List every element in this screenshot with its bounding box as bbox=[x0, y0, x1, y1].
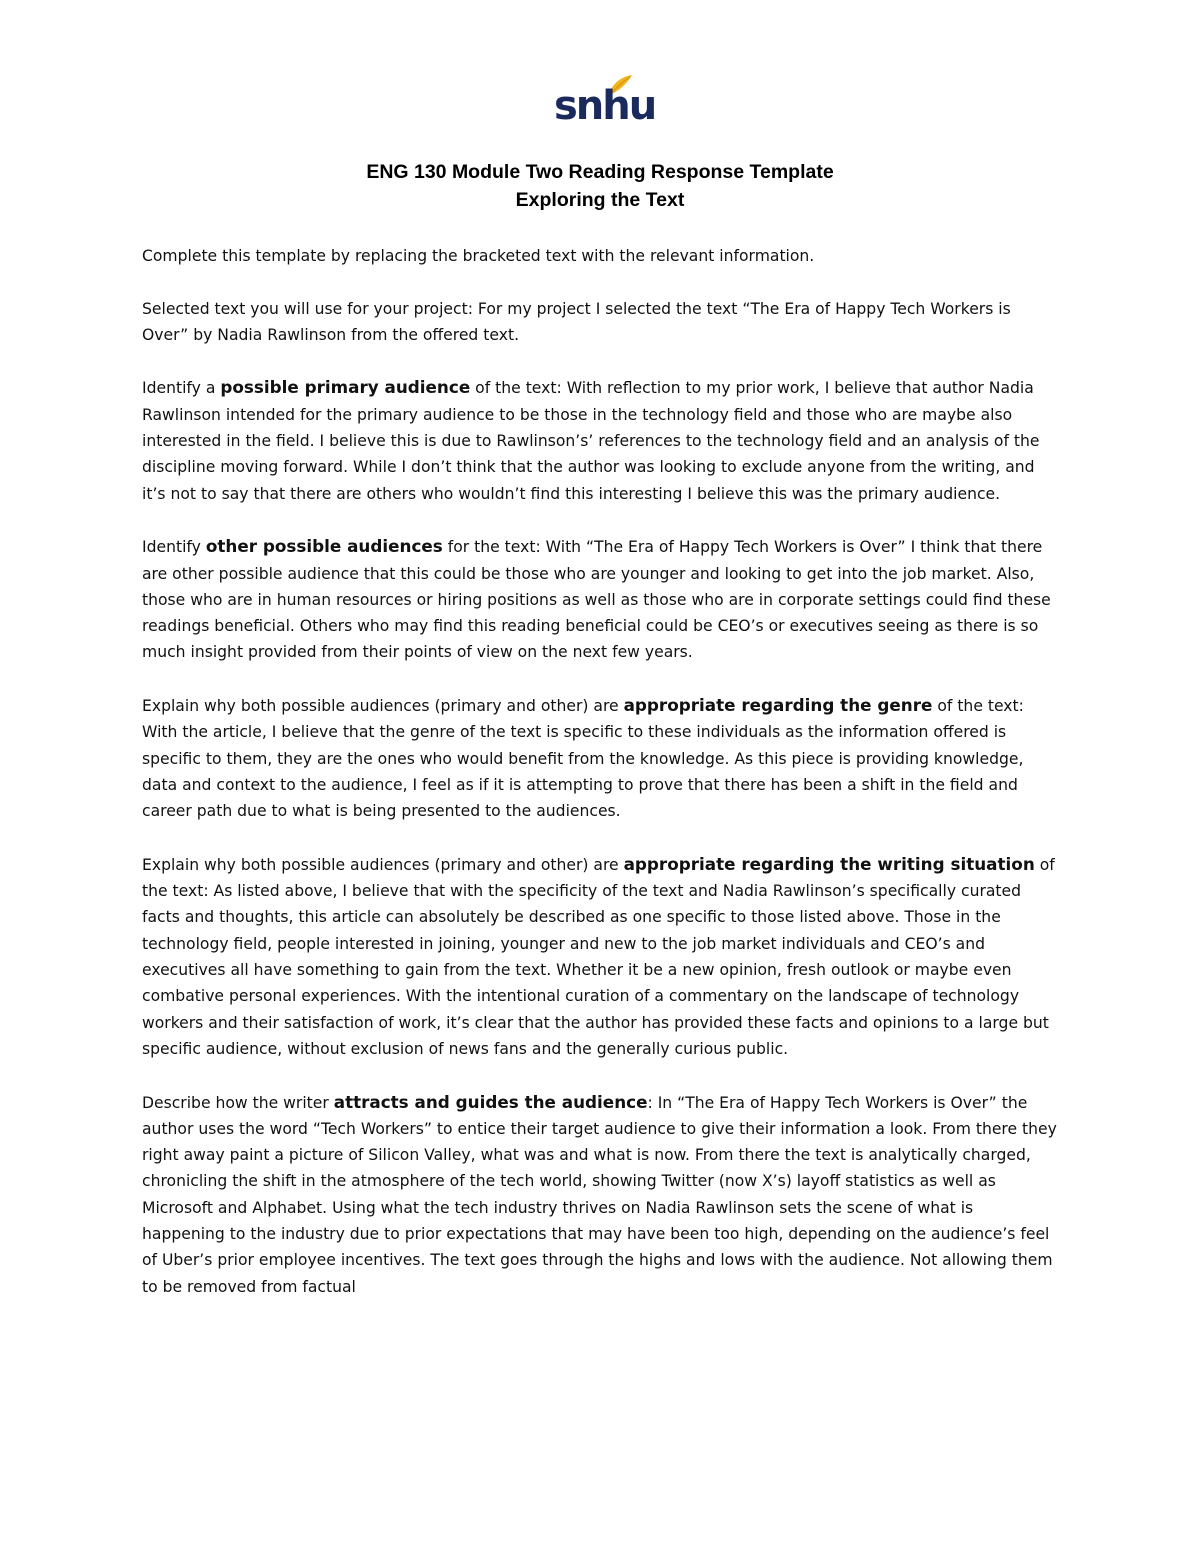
logo-wordmark: snhu bbox=[554, 83, 656, 129]
prompt-keyword: appropriate regarding the writing situation bbox=[623, 853, 1035, 874]
section-selected-text bbox=[142, 296, 1060, 349]
document-body bbox=[142, 243, 1060, 1326]
section-writing-situation bbox=[142, 851, 1060, 1062]
intro-paragraph: Complete this template by replacing the bracketed text with the relevant information. bbox=[142, 247, 815, 265]
prompt-label: Describe how the writer bbox=[142, 1093, 334, 1112]
prompt-label: Explain why both possible audiences (primary and other) are bbox=[142, 855, 624, 874]
document-title: ENG 130 Module Two Reading Response Template bbox=[366, 161, 834, 183]
section-other-audiences bbox=[142, 533, 1060, 665]
section-attracts-guides bbox=[142, 1089, 1060, 1300]
document-header bbox=[0, 158, 1200, 214]
prompt-label: Selected text you will use for your project: bbox=[142, 299, 473, 318]
section-primary-audience bbox=[142, 374, 1060, 506]
prompt-label: Explain why both possible audiences (primary and other) are bbox=[142, 697, 624, 716]
prompt-keyword: appropriate regarding the genre bbox=[623, 695, 933, 716]
prompt-keyword: other possible audiences bbox=[205, 536, 443, 557]
document-subtitle: Exploring the Text bbox=[515, 189, 685, 211]
response-text: In “The Era of Happy Tech Workers is Over” the author uses the word “Tech Workers” to entice their target audience to give their information a look. From there they right away paint a picture of Silicon Valley, what was and what is now. From there the text is analytically charged, chronicling the shift in the atmosphere of the tech world, showing Twitter (now X’s) layoff statistics as well as Microsoft and Alphabet. Using what the tech industry thrives on Nadia Rawlinson sets the scene of what is happening to the industry due to prior expectations that may have been too high, depending on the audience’s feel of Uber’s prior employee incentives. The text goes through the highs and lows with the audience. Not allowing them to be removed from factual bbox=[142, 1093, 1057, 1296]
response-text: With reflection to my prior work, I believe that author Nadia Rawlinson intended for the primary audience to be those in the technology field and those who are maybe also interested in the field. I believe this is due to Rawlinson’s’ references to the technology field and an analysis of the discipline moving forward. While I don’t think that the author was looking to exclude anyone from the writing, and it’s not to say that there are others who wouldn’t find this interesting I believe this was the primary audience. bbox=[142, 379, 1040, 503]
snhu-logo bbox=[554, 74, 656, 132]
prompt-label: Identify a bbox=[142, 379, 221, 398]
response-text: With the article, I believe that the genre of the text is specific to these individuals as the information offered is specific to them, they are the ones who would benefit from the knowledge. As this piece is providing knowledge, data and context to the audience, I feel as if it is attempting to prove that there has been a shift in the field and career path due to what is being presented to the audiences. bbox=[142, 723, 1024, 821]
response-text: With “The Era of Happy Tech Workers is Over” I think that there are other possible audience that this could be those who are younger and looking to get into the job market. Also, those who are in human resources or hiring positions as well as those who are in corporate settings could find these readings beneficial. Others who may find this reading beneficial could be CEO’s or executives seeing as there is so much insight provided from their points of view on the next few years. bbox=[142, 538, 1051, 662]
prompt-label: of the text: bbox=[470, 379, 562, 398]
prompt-label: for the text: bbox=[442, 538, 541, 557]
prompt-keyword: possible primary audience bbox=[220, 377, 471, 398]
prompt-label: Identify bbox=[142, 538, 206, 557]
prompt-label: : bbox=[647, 1093, 653, 1112]
prompt-label: of the text: bbox=[142, 855, 1055, 901]
section-genre bbox=[142, 692, 1060, 824]
response-text: As listed above, I believe that with the specificity of the text and Nadia Rawlinson’s specifically curated facts and thoughts, this article can absolutely be described as one specific to those listed above. Those in the technology field, people interested in joining, younger and new to the job market individuals and CEO’s and executives all have something to gain from the text. Whether it be a new opinion, fresh outlook or maybe even combative personal experiences. With the intentional curation of a commentary on the landscape of technology workers and their satisfaction of work, it’s clear that the author has provided these facts and opinions to a large but specific audience, without exclusion of news fans and the generally curious public. bbox=[142, 882, 1049, 1058]
prompt-keyword: attracts and guides the audience bbox=[333, 1091, 648, 1112]
prompt-label: of the text: bbox=[932, 697, 1024, 716]
response-text: For my project I selected the text “The Era of Happy Tech Workers is Over” by Nadia Rawlinson from the offered text. bbox=[142, 299, 1011, 344]
